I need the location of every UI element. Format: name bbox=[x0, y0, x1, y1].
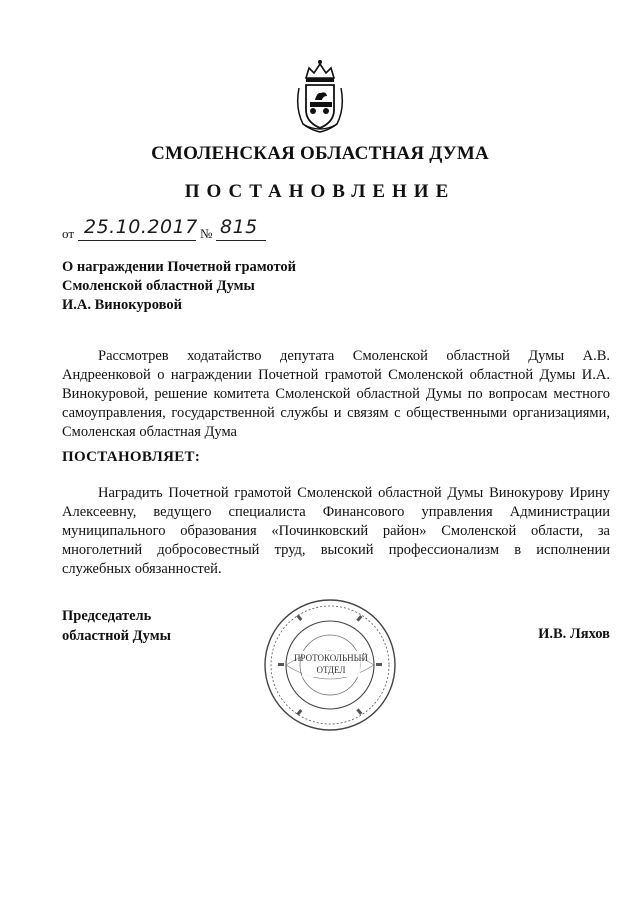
preamble-paragraph: Рассмотрев ходатайство депутата Смоленской областной Думы А.В. Андреенковой о награждении Почетной грамотой Смоленской областной Думы И.А. Винокуровой, решение комитета Смоленской областной Думы по вопросам местного самоуправления, государственной службы и связям с общественными организациями, Смоленская областная Дума bbox=[62, 348, 610, 440]
resolution-paragraph: Наградить Почетной грамотой Смоленской областной Думы Винокурову Ирину Алексеевну, ведущего специалиста Финансового управления Администрации муниципального образования «Починковский район» Смоленской области, за многолетний добросовестный труд, высокий профессионализм в исполнении служебных обязанностей. bbox=[62, 485, 610, 577]
signer-name: И.В. Ляхов bbox=[538, 626, 610, 642]
coat-of-arms-emblem bbox=[293, 58, 347, 136]
document-subject bbox=[62, 258, 382, 315]
date-number-line bbox=[62, 216, 282, 242]
handwritten-date: 25.10.2017 bbox=[84, 216, 198, 238]
date-underline bbox=[78, 240, 196, 241]
signer-title bbox=[62, 606, 171, 646]
number-label: № bbox=[200, 226, 213, 241]
resolves-heading: ПОСТАНОВЛЯЕТ: bbox=[62, 449, 201, 465]
subject-line-2: Смоленской областной Думы bbox=[62, 278, 255, 294]
stamp-center-line-2: ОТДЕЛ bbox=[316, 665, 346, 675]
date-from-label: от bbox=[62, 226, 75, 241]
subject-line-3: И.А. Винокуровой bbox=[62, 297, 182, 313]
subject-line-1: О награждении Почетной грамотой bbox=[62, 259, 297, 275]
signer-title-line-2: областной Думы bbox=[62, 628, 171, 644]
signer-title-line-1: Председатель bbox=[62, 608, 152, 624]
number-underline bbox=[216, 240, 266, 241]
stamp-center-line-1: ПРОТОКОЛЬНЫЙ bbox=[294, 653, 368, 663]
handwritten-number: 815 bbox=[220, 216, 258, 238]
official-stamp-seal bbox=[262, 597, 398, 733]
document-type-heading: ПОСТАНОВЛЕНИЕ bbox=[184, 181, 456, 202]
organization-title: СМОЛЕНСКАЯ ОБЛАСТНАЯ ДУМА bbox=[151, 143, 489, 164]
